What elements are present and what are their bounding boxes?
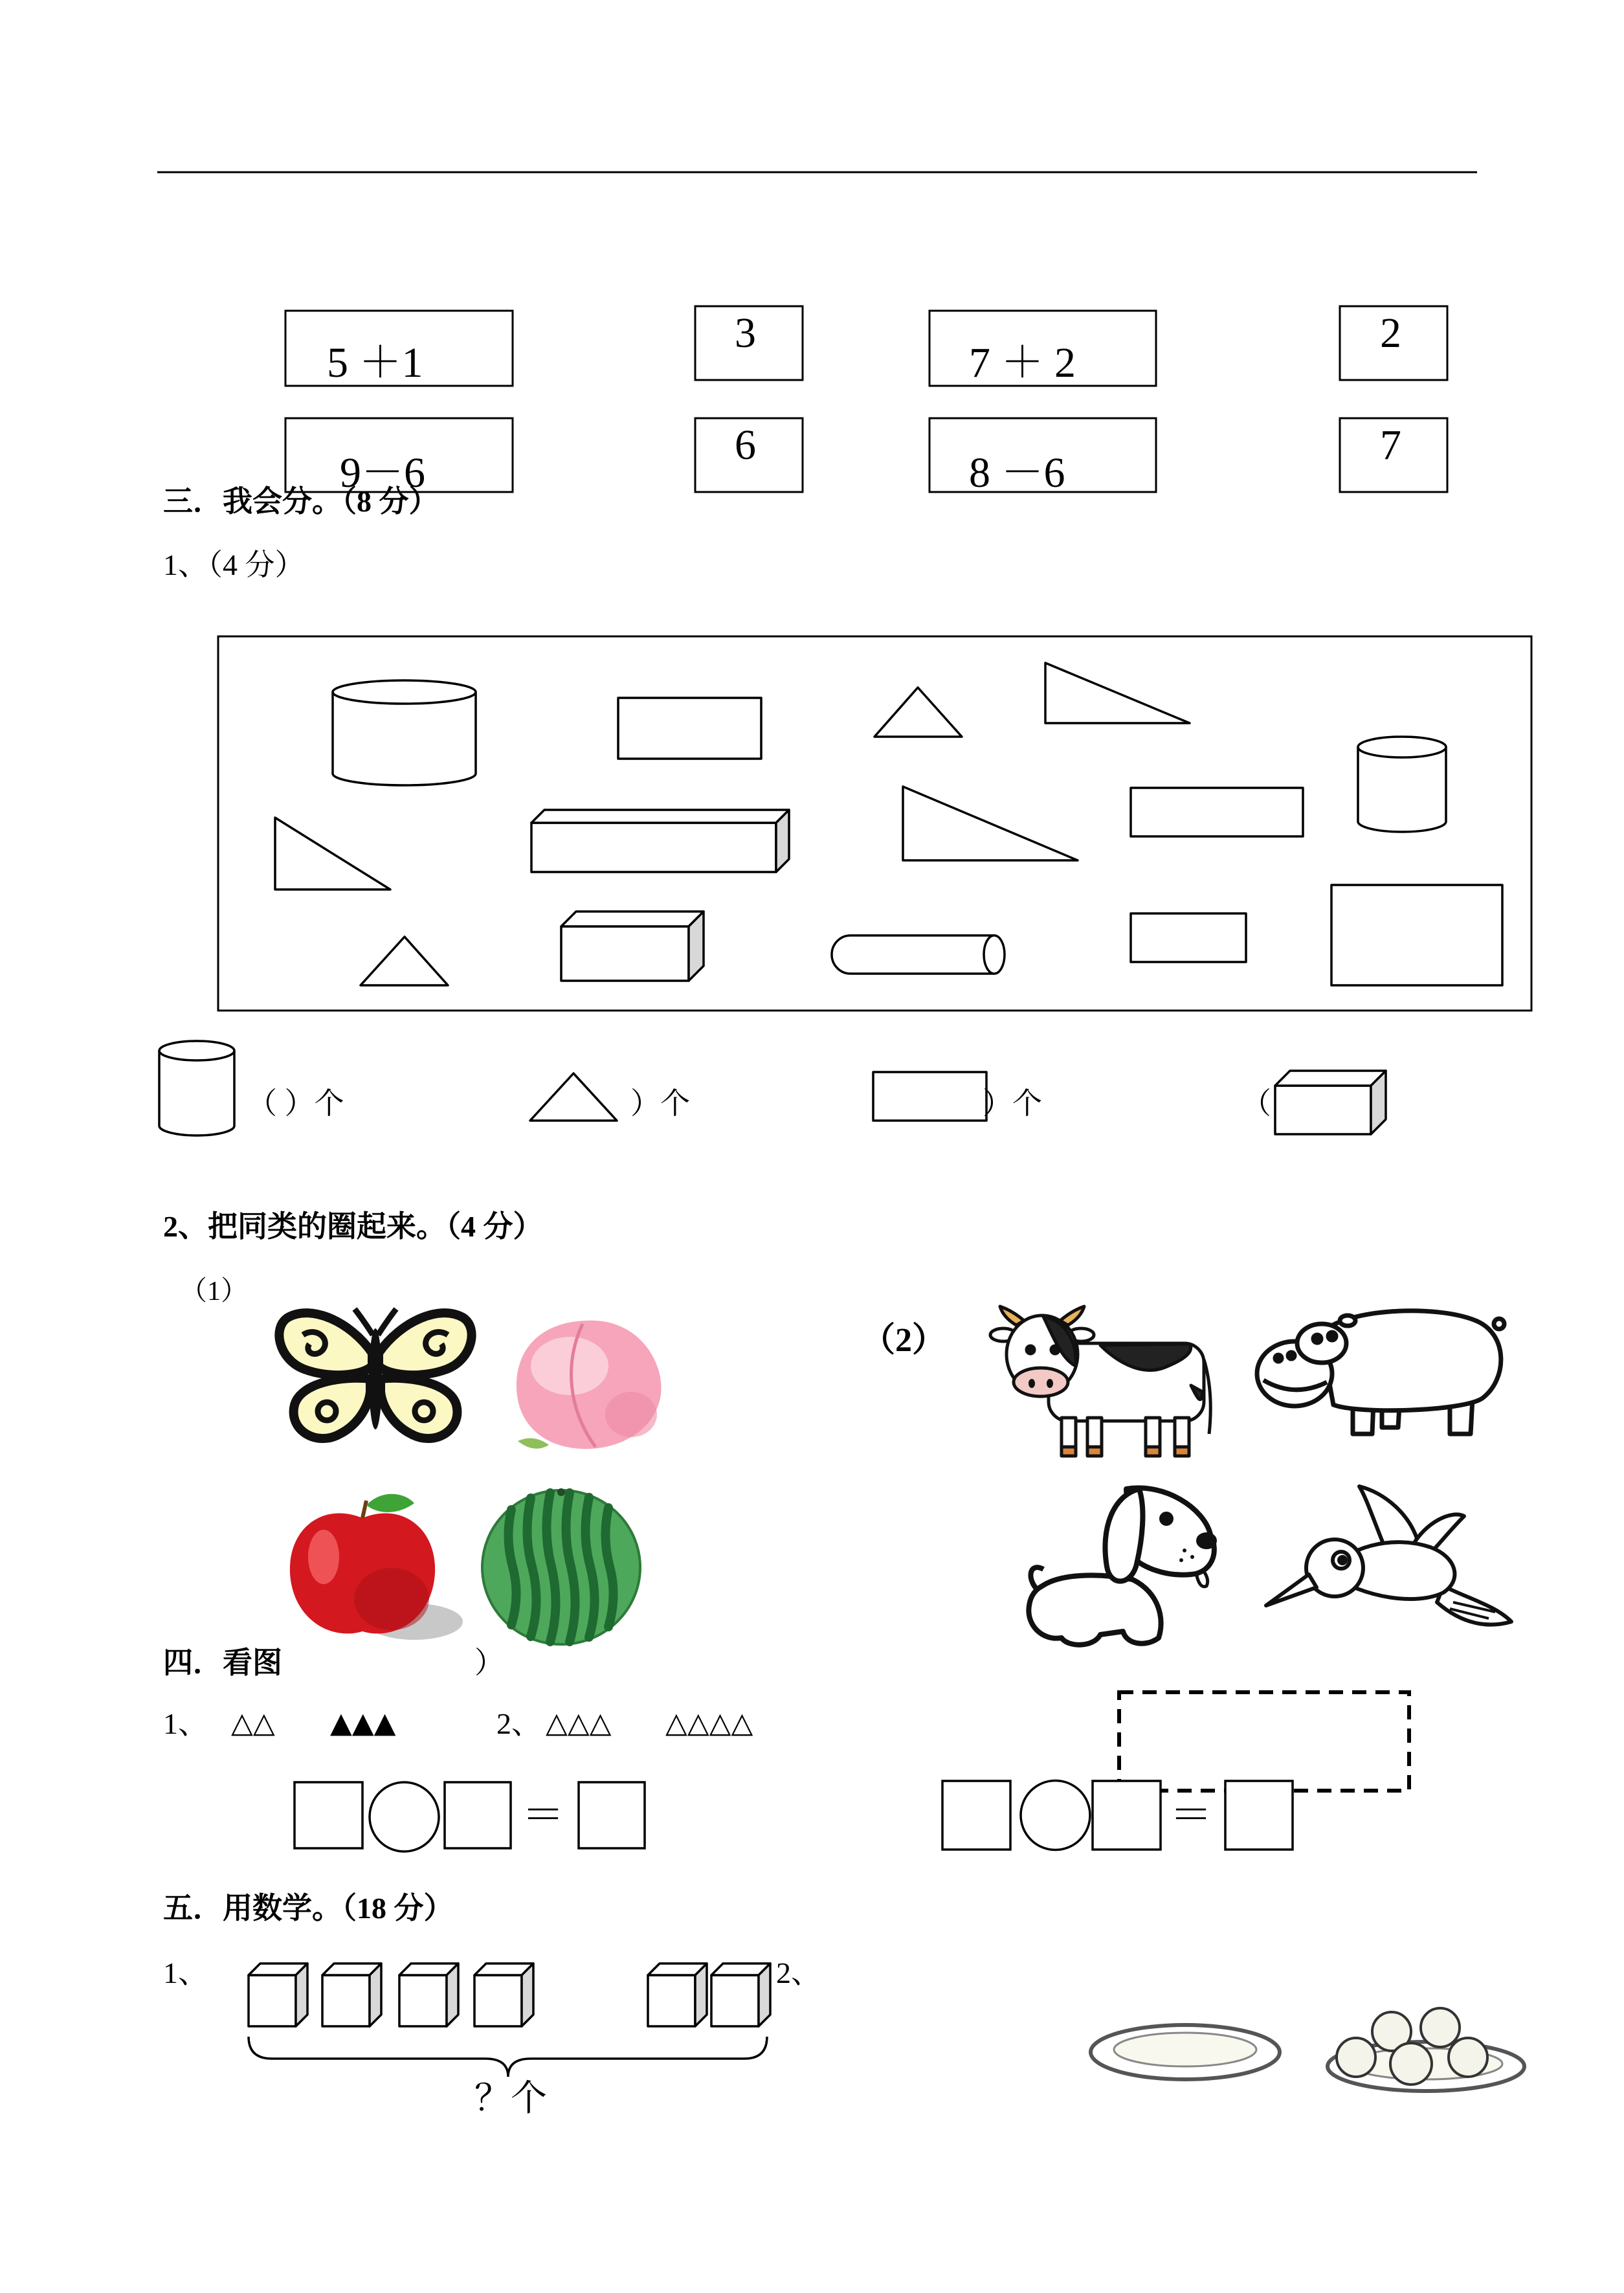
peach-icon[interactable]: [517, 1321, 662, 1449]
match-num-3: 6: [735, 421, 756, 469]
q2-triangles-group1: △△△: [546, 1706, 612, 1739]
apple-on-plate-icon: [1337, 2038, 1375, 2077]
rectangle-shape: [1131, 913, 1246, 962]
cube-icon: [711, 1963, 770, 2026]
match-num-2: 2: [1380, 309, 1401, 357]
cube-icon: [322, 1963, 381, 2026]
total-brace: [249, 2037, 767, 2077]
bird-icon[interactable]: [1266, 1486, 1511, 1625]
group2-label: （2）: [862, 1322, 946, 1359]
cylinder-shape: [832, 935, 1005, 974]
match-num-1: 3: [735, 309, 756, 357]
section5-title: 五．用数学。（18 分）: [163, 1892, 454, 1925]
match-expr-1: 5 ＋1: [327, 339, 423, 386]
answer-blank-cuboid[interactable]: （: [1241, 1087, 1271, 1120]
section3-title: 三．我会分。（8 分）: [163, 485, 439, 518]
equation2-equals: ＝: [1170, 1792, 1212, 1839]
q1-white-triangles: △△: [231, 1706, 275, 1739]
rectangle-icon: [873, 1072, 986, 1121]
dashed-answer-box[interactable]: [1119, 1692, 1409, 1791]
section4-q1-label: 1、: [163, 1707, 208, 1740]
equation1-equals: ＝: [522, 1792, 564, 1839]
equation1-operator-circle[interactable]: [370, 1782, 439, 1851]
match-expr-3: 9－6: [340, 449, 425, 497]
equation2-box-1[interactable]: [942, 1781, 1010, 1850]
apple-icon[interactable]: [290, 1494, 463, 1640]
rectangle-shape: [618, 698, 761, 759]
triangle-icon: [530, 1073, 617, 1121]
match-expr-2: 7 ＋ 2: [969, 339, 1076, 386]
cuboid-shape: [561, 912, 704, 981]
group1-label: （1）: [180, 1277, 249, 1306]
cube-icon: [474, 1963, 533, 2026]
section3-q2-label: 2、把同类的圈起来。（4 分）: [163, 1210, 543, 1243]
cylinder-shape: [1358, 737, 1446, 832]
answer-blank-rectangle[interactable]: ）个: [983, 1087, 1042, 1120]
empty-plate-icon: [1091, 2025, 1280, 2079]
triangle-shape: [361, 937, 448, 985]
equation2-box-2[interactable]: [1093, 1781, 1161, 1850]
dog-icon[interactable]: [1029, 1488, 1214, 1644]
watermelon-icon[interactable]: [482, 1488, 640, 1644]
cylinder-shape: [333, 680, 476, 785]
apple-on-plate-icon: [1390, 2043, 1432, 2085]
rectangle-shape: [1131, 788, 1303, 836]
cube-icon: [249, 1963, 307, 2026]
section5-q1-label: 1、: [163, 1956, 208, 1989]
section5-q2-label: 2、: [776, 1956, 821, 1989]
rectangle-shape: [1331, 885, 1502, 985]
right-triangle-shape: [1045, 663, 1190, 723]
apple-on-plate-icon: [1449, 2038, 1487, 2077]
q2-triangles-group2: △△△△: [665, 1706, 753, 1739]
equation1-result-box[interactable]: [579, 1782, 645, 1848]
plate-with-apples-icon: [1328, 2008, 1524, 2091]
cuboid-shape: [531, 810, 789, 872]
section4-title-tail: ）: [474, 1646, 504, 1679]
section4-q2-label: 2、: [496, 1707, 541, 1740]
right-triangle-shape: [275, 818, 390, 889]
answer-blank-cylinder[interactable]: （ ）个: [247, 1087, 344, 1120]
answer-blank-triangle[interactable]: ）个: [630, 1087, 690, 1120]
cuboid-icon: [1275, 1071, 1386, 1134]
hippo-icon[interactable]: [1257, 1311, 1504, 1434]
section4-title: 四．看图: [163, 1646, 282, 1679]
triangle-shape: [874, 688, 962, 737]
butterfly-icon[interactable]: [279, 1309, 471, 1438]
cow-icon[interactable]: [990, 1306, 1210, 1456]
right-triangle-shape: [903, 787, 1078, 860]
match-num-4: 7: [1380, 421, 1401, 469]
cube-icon: [648, 1963, 707, 2026]
cube-icon: [399, 1963, 458, 2026]
section3-q1-label: 1、（4 分）: [163, 548, 305, 581]
q1-black-triangles: ▲▲▲: [330, 1706, 396, 1739]
total-question: ？个: [474, 2079, 547, 2119]
equation1-box-1[interactable]: [295, 1782, 362, 1848]
cylinder-icon: [159, 1041, 234, 1135]
equation1-box-2[interactable]: [445, 1782, 511, 1848]
match-expr-4: 8 －6: [969, 449, 1065, 497]
apple-on-plate-icon: [1421, 2008, 1460, 2047]
equation2-result-box[interactable]: [1225, 1781, 1293, 1850]
equation2-operator-circle[interactable]: [1021, 1781, 1090, 1850]
